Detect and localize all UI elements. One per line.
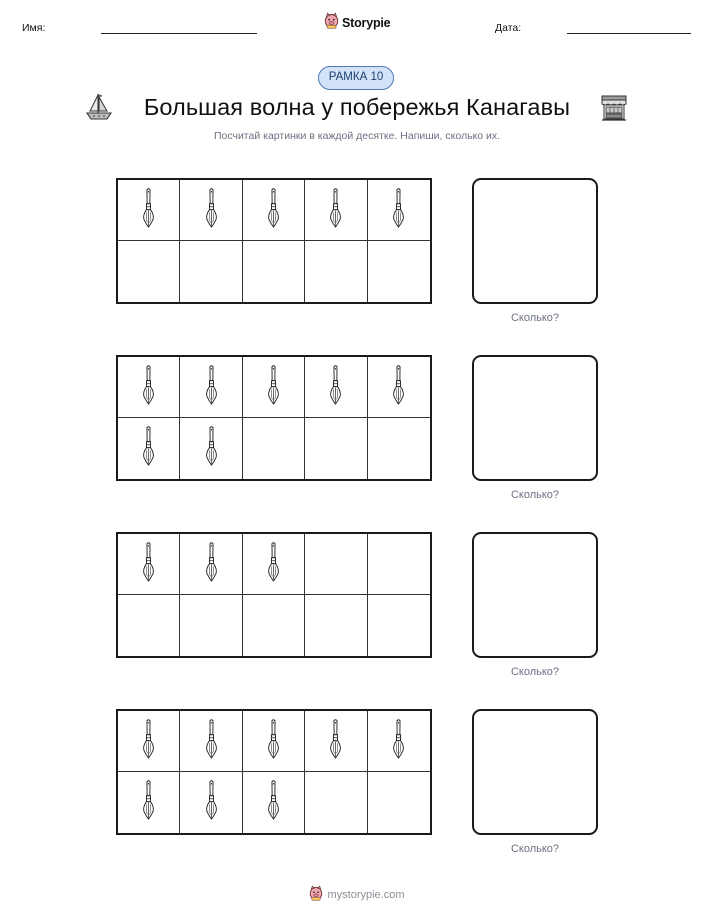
paintbrush-icon xyxy=(265,539,282,590)
answer-box[interactable] xyxy=(472,709,598,835)
answer-box[interactable] xyxy=(472,355,598,481)
ten-frame-cell xyxy=(305,180,367,241)
ten-frame-cell xyxy=(368,357,430,418)
paintbrush-icon xyxy=(390,716,407,767)
brand-name: Storypie xyxy=(342,16,391,30)
ten-frame-cell xyxy=(180,357,242,418)
date-line[interactable] xyxy=(567,33,691,34)
paintbrush-icon xyxy=(265,777,282,828)
ten-frame-cell xyxy=(118,711,180,772)
paintbrush-icon xyxy=(203,362,220,413)
paintbrush-icon xyxy=(203,185,220,236)
ten-frame-cell xyxy=(118,772,180,833)
paintbrush-icon xyxy=(390,185,407,236)
ten-frame-cell xyxy=(118,595,180,656)
ten-frame-cell xyxy=(368,418,430,479)
worksheet-header xyxy=(0,0,714,50)
paintbrush-icon xyxy=(140,716,157,767)
frame-badge: РАМКА 10 xyxy=(318,66,394,90)
ten-frame-cell xyxy=(243,595,305,656)
answer-label: Сколько? xyxy=(510,843,560,855)
ten-frame-cell xyxy=(180,711,242,772)
ten-frame-cell xyxy=(305,357,367,418)
answer-box[interactable] xyxy=(472,532,598,658)
footer xyxy=(0,885,714,905)
paintbrush-icon xyxy=(265,716,282,767)
ten-frame-cell xyxy=(243,772,305,833)
ten-frame xyxy=(116,355,432,481)
name-label: Имя: xyxy=(22,22,46,34)
paintbrush-icon xyxy=(390,362,407,413)
paintbrush-icon xyxy=(140,185,157,236)
ten-frame-cell xyxy=(305,711,367,772)
ten-frame-cell xyxy=(305,772,367,833)
ten-frame xyxy=(116,532,432,658)
ten-frame-cell xyxy=(305,241,367,302)
paintbrush-icon xyxy=(265,185,282,236)
answer-label: Сколько? xyxy=(510,489,560,501)
ten-frame-cell xyxy=(180,595,242,656)
ten-frame-cell xyxy=(118,357,180,418)
ten-frame-cell xyxy=(243,180,305,241)
ten-frame-cell xyxy=(368,711,430,772)
paintbrush-icon xyxy=(327,362,344,413)
answer-label: Сколько? xyxy=(510,666,560,678)
brand-logo xyxy=(324,13,390,33)
ten-frame-cell xyxy=(368,241,430,302)
pig-mascot-icon xyxy=(324,12,339,34)
shop-stall-icon xyxy=(600,94,628,127)
paintbrush-icon xyxy=(203,539,220,590)
paintbrush-icon xyxy=(203,716,220,767)
page-title: Большая волна у побережья Канагавы xyxy=(143,94,571,120)
paintbrush-icon xyxy=(203,777,220,828)
answer-label: Сколько? xyxy=(510,312,560,324)
title-row xyxy=(0,92,714,128)
paintbrush-icon xyxy=(265,362,282,413)
ten-frame xyxy=(116,178,432,304)
ten-frame-cell xyxy=(118,180,180,241)
ten-frame-cell xyxy=(305,595,367,656)
instructions: Посчитай картинки в каждой десятке. Напиши, сколько их. xyxy=(213,130,501,142)
paintbrush-icon xyxy=(203,423,220,474)
paintbrush-icon xyxy=(140,362,157,413)
ten-frame-cell xyxy=(118,534,180,595)
paintbrush-icon xyxy=(140,539,157,590)
ten-frame-cell xyxy=(180,180,242,241)
paintbrush-icon xyxy=(327,716,344,767)
name-line[interactable] xyxy=(101,33,257,34)
ten-frame-cell xyxy=(180,772,242,833)
answer-box[interactable] xyxy=(472,178,598,304)
ten-frame-cell xyxy=(368,595,430,656)
ten-frame-cell xyxy=(243,418,305,479)
ten-frame-cell xyxy=(180,241,242,302)
ten-frame-cell xyxy=(243,534,305,595)
ten-frame-cell xyxy=(180,418,242,479)
ten-frame-cell xyxy=(243,711,305,772)
ten-frame-cell xyxy=(368,534,430,595)
date-label: Дата: xyxy=(495,22,522,34)
ten-frame xyxy=(116,709,432,835)
footer-url: mystorypie.com xyxy=(327,889,405,901)
paintbrush-icon xyxy=(140,777,157,828)
pig-mascot-icon xyxy=(309,885,323,906)
ten-frame-cell xyxy=(180,534,242,595)
ten-frame-cell xyxy=(305,418,367,479)
ten-frame-cell xyxy=(368,180,430,241)
paintbrush-icon xyxy=(140,423,157,474)
ten-frame-cell xyxy=(243,357,305,418)
ten-frame-cell xyxy=(305,534,367,595)
ten-frame-cell xyxy=(243,241,305,302)
paintbrush-icon xyxy=(327,185,344,236)
ten-frame-cell xyxy=(368,772,430,833)
ten-frame-cell xyxy=(118,241,180,302)
ten-frame-cell xyxy=(118,418,180,479)
